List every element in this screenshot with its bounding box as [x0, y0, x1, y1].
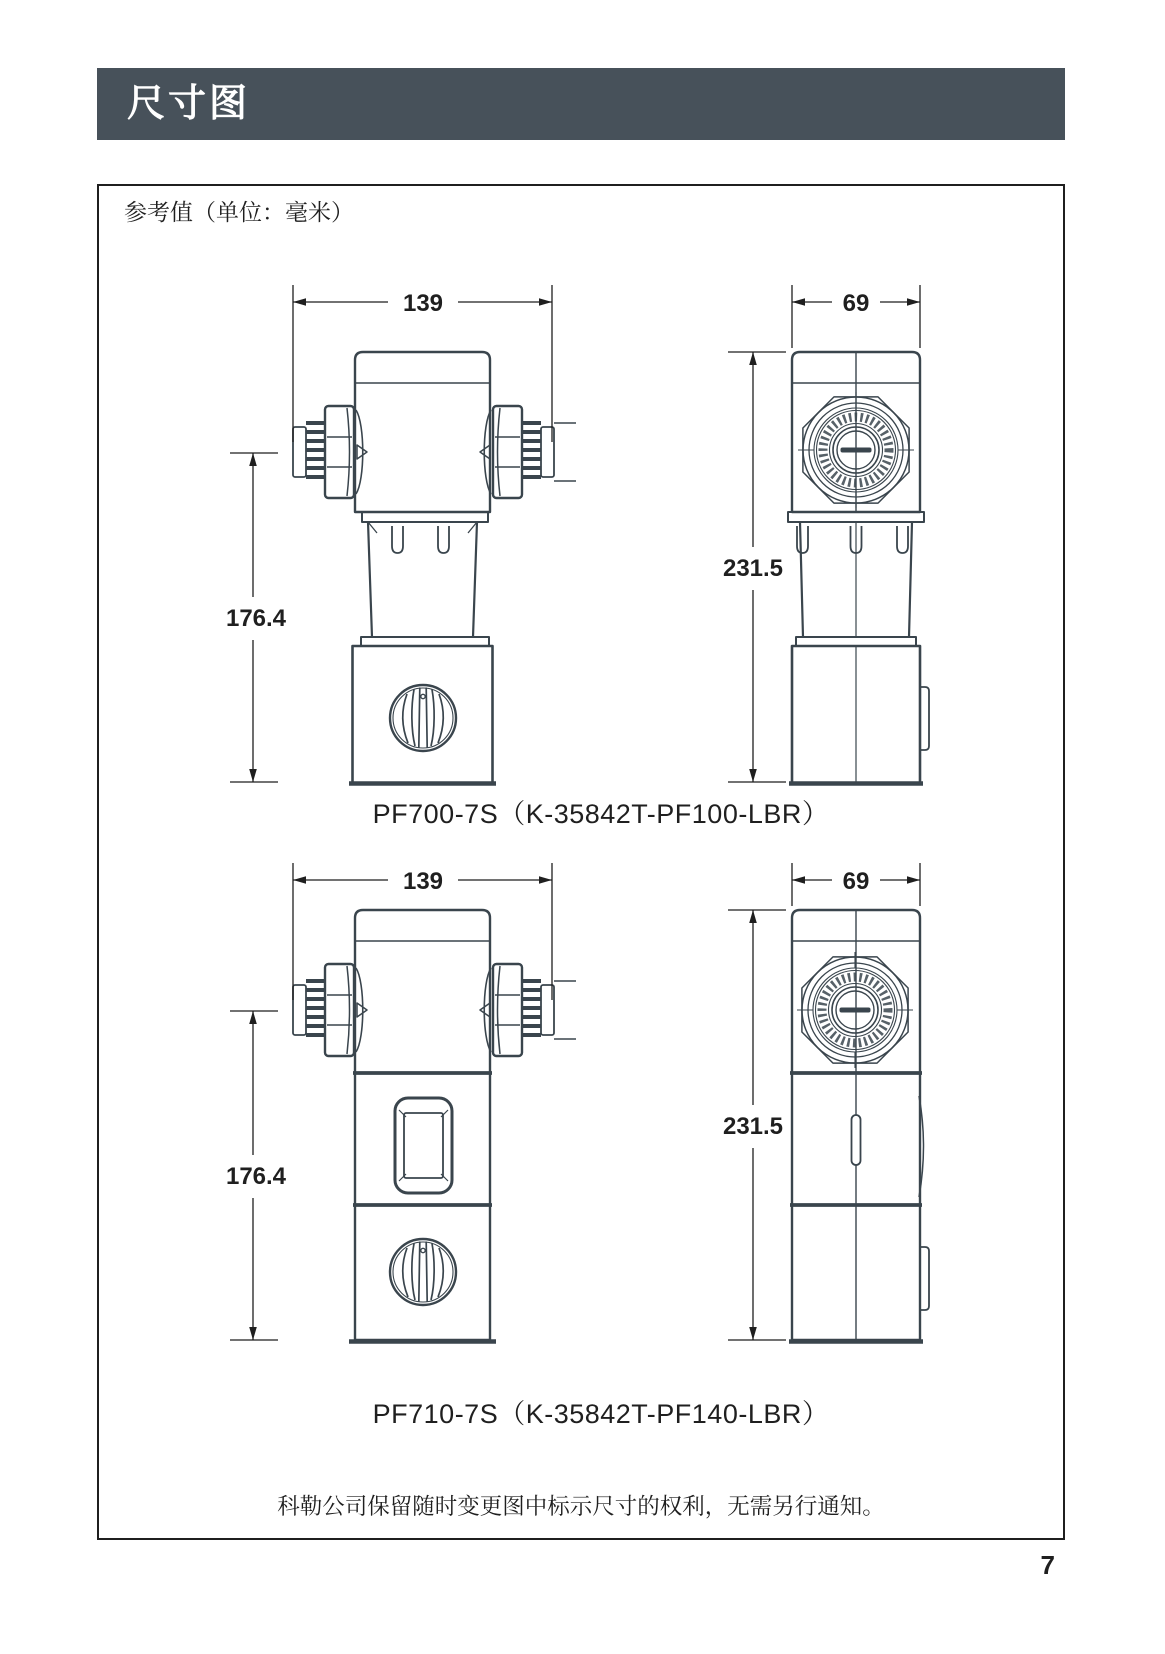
pf710-side-view [789, 910, 929, 1342]
figure-caption-pf710: PF710-7S（K-35842T-PF140-LBR） [372, 1399, 830, 1429]
knob-icon [390, 1239, 456, 1305]
figure-caption-pf700: PF700-7S（K-35842T-PF100-LBR） [372, 799, 830, 829]
dim-label-width: 139 [402, 868, 444, 895]
pf710-front-view [293, 910, 576, 1342]
dim-label-total-height: 231.5 [722, 1113, 784, 1140]
dim-label-depth: 69 [842, 868, 870, 895]
page-title: 尺寸图 [127, 83, 251, 125]
pf700-dimensions [226, 285, 920, 782]
figure-pf710 [226, 863, 929, 1342]
dim-label-width: 139 [402, 290, 444, 317]
dim-label-depth: 69 [842, 290, 870, 317]
pf700-front-view [293, 352, 576, 784]
page-number: 7 [1040, 1550, 1055, 1580]
reference-note: 参考值（单位：毫米） [124, 199, 354, 225]
knob-icon [390, 685, 456, 751]
dim-label-body-height: 176.4 [225, 605, 287, 632]
disclaimer-text: 科勒公司保留随时变更图中标示尺寸的权利，无需另行通知。 [277, 1494, 885, 1519]
dim-label-total-height: 231.5 [722, 555, 784, 582]
dim-label-body-height: 176.4 [225, 1163, 287, 1190]
pf710-dimensions [226, 863, 920, 1340]
pf700-side-view [788, 352, 929, 784]
fitting-face-icon [797, 952, 913, 1068]
figure-pf700 [226, 285, 929, 784]
